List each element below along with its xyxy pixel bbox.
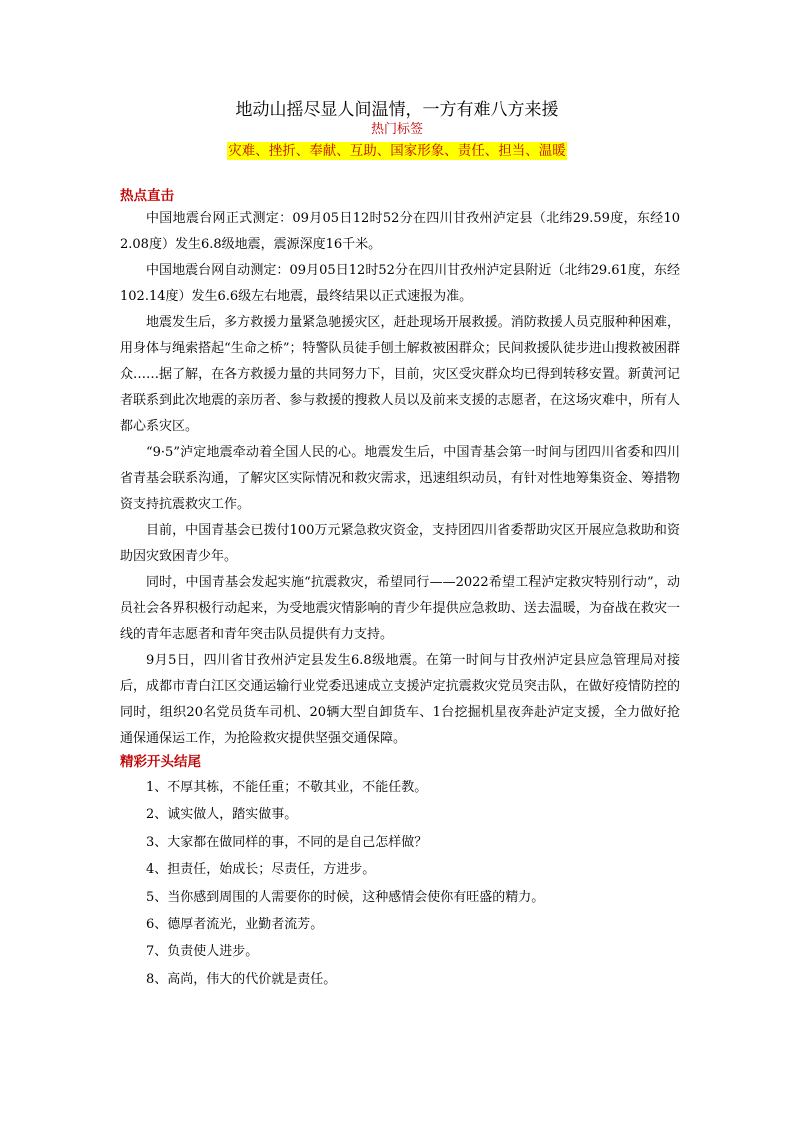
list-item: 7、负责使人进步。 <box>146 944 259 960</box>
paragraph: 地震发生后，多方救援力量紧急驰援灾区，赶赴现场开展救援。消防救援人员克服种种困难，用身体与绳索搭起“生命之桥”；特警队员徒手刨土解救被困群众；民间救援队徒步进山搜救被困群众……据了解，在各方救援力量的共同努力下，目前，灾区受灾群众均已得到转移安置。新黄河记者联系到此次地震的亲历者、参与救援的搜救人员以及前来支援的志愿者，在这场灾难中，所有人都心系灾区。 <box>120 315 680 434</box>
document-body <box>120 186 680 993</box>
hot-tags-list: 灾难、挫折、奉献、互助、国家形象、责任、担当、温暖 <box>228 143 566 159</box>
title-block <box>0 99 794 160</box>
section-heading-openings-endings: 精彩开头结尾 <box>120 754 201 770</box>
document-title: 地动山摇尽显人间温情，一方有难八方来援 <box>235 100 559 120</box>
quote-list <box>120 774 680 993</box>
paragraph: “9·5”泸定地震牵动着全国人民的心。地震发生后，中国青基会第一时间与团四川省委和四川省青基会联系沟通，了解灾区实际情况和救灾需求，迅速组织动员，有针对性地筹集资金、筹措物资支持抗震救灾工作。 <box>120 445 680 512</box>
list-item: 3、大家都在做同样的事，不同的是自己怎样做？ <box>146 834 428 850</box>
paragraph: 9月5日，四川省甘孜州泸定县发生6.8级地震。在第一时间与甘孜州泸定县应急管理局对接后，成都市青白江区交通运输行业党委迅速成立支援泸定抗震救灾党员突击队，在做好疫情防控的同时，组织20名党员货车司机、20辆大型自卸货车、1台挖掘机星夜奔赴泸定支援，全力做好抢通保通保运工作，为抢险救灾提供坚强交通保障。 <box>120 653 680 746</box>
hot-tags-label: 热门标签 <box>370 122 423 137</box>
section-heading-hotspot: 热点直击 <box>120 188 174 204</box>
list-item: 8、高尚，伟大的代价就是责任。 <box>146 971 337 987</box>
list-item: 5、当你感到周围的人需要你的时候，这种感情会使你有旺盛的精力。 <box>146 889 545 905</box>
paragraph: 同时，中国青基会发起实施“抗震救灾，希望同行——2022希望工程泸定救灾特别行动”，动员社会各界积极行动起来，为受地震灾情影响的青少年提供应急救助、送去温暖，为奋战在救灾一线的青年志愿者和青年突击队员提供有力支持。 <box>120 575 680 642</box>
paragraph: 中国地震台网自动测定：09月05日12时52分在四川甘孜州泸定县附近（北纬29.61度，东经102.14度）发生6.6级左右地震，最终结果以正式速报为准。 <box>120 263 680 304</box>
list-item: 2、诚实做人，踏实做事。 <box>146 807 298 823</box>
list-item: 1、不厚其栋，不能任重；不敬其业，不能任教。 <box>146 780 428 795</box>
paragraph: 中国地震台网正式测定：09月05日12时52分在四川甘孜州泸定县（北纬29.59度，东经102.08度）发生6.8级地震，震源深度16千米。 <box>120 211 680 252</box>
list-item: 4、担责任，始成长；尽责任，方进步。 <box>146 862 376 878</box>
paragraph: 目前，中国青基会已拨付100万元紧急救灾资金，支持团四川省委帮助灾区开展应急救助和资助因灾致困青少年。 <box>120 523 680 564</box>
list-item: 6、德厚者流光，业勤者流芳。 <box>146 917 324 933</box>
